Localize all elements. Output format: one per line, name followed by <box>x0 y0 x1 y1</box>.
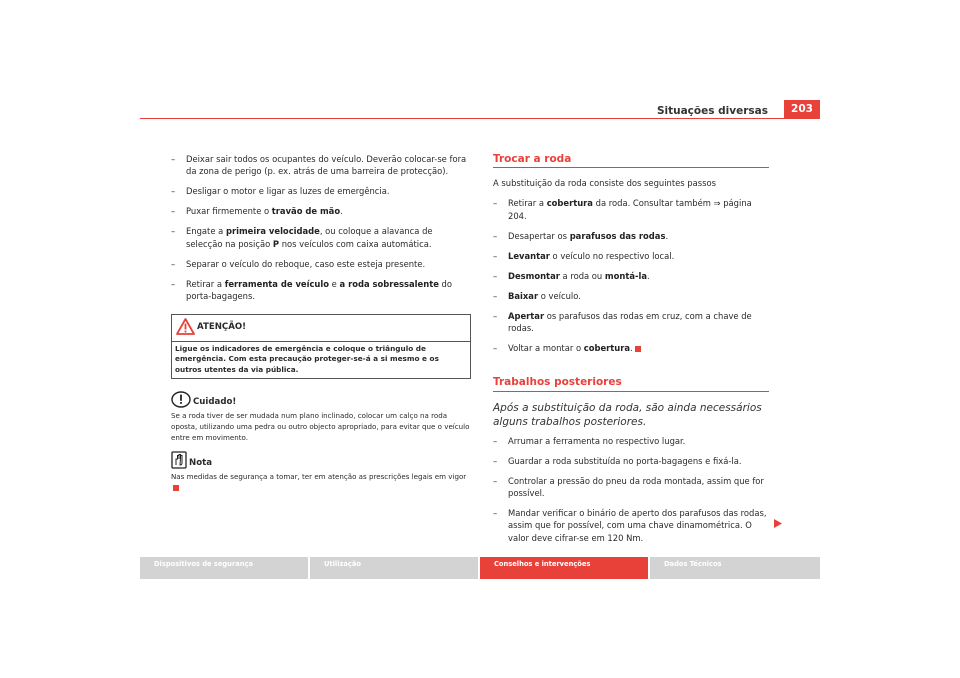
emphasis-text: a roda sobressalente <box>339 278 439 289</box>
item-text: Retirar a <box>508 198 547 209</box>
dash-bullet: – <box>493 475 498 486</box>
item-text: Guardar a roda substituída no porta-bagagens e fixá-la. <box>508 455 742 466</box>
dash-bullet: – <box>493 310 498 321</box>
list-item <box>493 342 769 354</box>
dash-bullet: – <box>171 226 176 237</box>
warning-title: ATENÇÃO! <box>197 322 247 333</box>
caution-text: Se a roda tiver de ser mudada num plano inclinado, colocar um calço na roda oposta, utilizando uma pedra ou outro objecto apropriado, para evitar que o veículo entre em movimento. <box>171 411 470 443</box>
section2-steps <box>493 435 769 545</box>
left-column <box>171 153 471 500</box>
list-item <box>493 507 769 544</box>
caution-header <box>171 389 471 408</box>
dash-bullet: – <box>171 186 176 197</box>
item-text: Mandar verificar o binário de aperto dos parafusos das rodas, assim que for possível, com uma chave dinamométrica. O valor deve cifrar-se em 120 Nm. <box>508 508 767 543</box>
list-item <box>493 475 769 500</box>
item-text: nos veículos com caixa automática. <box>279 238 432 249</box>
note-header <box>171 450 471 469</box>
note-hand-icon <box>171 451 187 469</box>
item-text: Engate a <box>186 226 226 237</box>
dash-bullet: – <box>493 435 498 446</box>
emphasis-text: cobertura <box>546 198 593 209</box>
list-item <box>493 310 769 335</box>
item-text: Voltar a montar o <box>508 343 584 354</box>
end-of-section-marker <box>173 485 179 491</box>
item-text: Desligar o motor e ligar as luzes de emergência. <box>186 186 390 197</box>
list-item <box>493 435 769 447</box>
footer-tab-utilizacao[interactable] <box>310 557 478 579</box>
item-text: Separar o veículo do reboque, caso este esteja presente. <box>186 258 426 269</box>
page-number: 203 <box>784 100 820 119</box>
item-text: , ou coloque a alavanca de selecção na posição <box>186 226 433 249</box>
item-text: . <box>647 270 650 281</box>
caution-title: Cuidado! <box>193 396 237 407</box>
warning-box <box>171 314 471 379</box>
dash-bullet: – <box>171 278 176 289</box>
dash-bullet: – <box>493 250 498 261</box>
item-text: . <box>340 206 343 217</box>
list-item <box>493 197 769 222</box>
item-text: Controlar a pressão do pneu da roda montada, assim que for possível. <box>508 475 764 499</box>
section1-steps <box>493 197 769 354</box>
item-text: Desapertar os <box>508 230 570 241</box>
section-title-trabalhos-posteriores: Trabalhos posteriores <box>493 376 769 391</box>
list-item <box>493 270 769 282</box>
emphasis-text: ferramenta de veículo <box>224 278 330 289</box>
footer-tab-conselhos[interactable] <box>480 557 648 579</box>
header-title: Situações diversas <box>656 105 768 117</box>
item-text: o veículo no respectivo local. <box>549 250 675 261</box>
item-text: Deixar sair todos os ocupantes do veículo. Deverão colocar-se fora da zona de perigo (p. ex. atrás de uma barreira de protecção). <box>186 154 467 177</box>
list-item <box>171 153 471 178</box>
emphasis-text: Desmontar <box>508 270 560 281</box>
warning-text: Ligue os indicadores de emergência e coloque o triângulo de emergência. Com esta precaução proteger-se-á a si mesmo e os outros utentes da via pública. <box>175 343 439 375</box>
dash-bullet: – <box>493 343 498 354</box>
item-text: e <box>329 278 340 289</box>
footer-tab-dados-tecnicos[interactable] <box>650 557 820 579</box>
footer-tab-label: Dispositivos de segurança <box>154 560 253 568</box>
item-text: os parafusos das rodas em cruz, com a chave de rodas. <box>508 310 752 334</box>
emphasis-text: P <box>272 238 280 249</box>
item-text: a roda ou <box>559 270 605 281</box>
item-text: Puxar firmemente o <box>186 206 272 217</box>
footer-tab-label: Utilização <box>324 560 361 568</box>
emphasis-text: parafusos das rodas <box>569 230 666 241</box>
section2-intro: Após a substituição da roda, são ainda necessários alguns trabalhos posteriores. <box>493 401 762 428</box>
section1-intro: A substituição da roda consiste dos seguintes passos <box>493 178 716 189</box>
dash-bullet: – <box>171 154 176 164</box>
dash-bullet: – <box>493 455 498 466</box>
list-item <box>171 225 471 250</box>
list-item <box>493 250 769 262</box>
note-text <box>171 471 471 493</box>
right-column <box>493 153 769 552</box>
dash-bullet: – <box>493 290 498 301</box>
footer-tab-label: Dados Técnicos <box>664 560 722 568</box>
list-item <box>171 185 471 197</box>
emphasis-text: Levantar <box>508 250 550 261</box>
note-text-content: Nas medidas de segurança a tomar, ter em atenção as prescrições legais em vigor <box>171 472 467 482</box>
list-item <box>493 290 769 302</box>
item-text: Arrumar a ferramenta no respectivo lugar. <box>508 435 686 446</box>
list-item <box>171 278 471 303</box>
emphasis-text: montá-la <box>604 270 648 281</box>
footer-tab-dispositivos[interactable] <box>140 557 308 579</box>
list-item <box>493 455 769 467</box>
emphasis-text: primeira velocidade <box>225 226 320 237</box>
item-text: do porta-bagagens. <box>186 278 452 302</box>
emphasis-text: travão de mão <box>271 206 341 217</box>
item-text: . <box>630 343 633 354</box>
end-of-section-marker <box>635 346 641 352</box>
emphasis-text: cobertura <box>583 343 631 354</box>
item-text: . <box>665 230 669 241</box>
section-title-trocar-a-roda: Trocar a roda <box>493 153 769 168</box>
item-text: da roda. Consultar também ⇒ página 204. <box>508 198 752 221</box>
list-item <box>171 258 471 270</box>
header-rule <box>140 118 820 119</box>
footer-tab-label: Conselhos e intervenções <box>494 560 591 568</box>
left-steps <box>171 153 471 303</box>
warning-triangle-icon <box>176 318 195 335</box>
dash-bullet: – <box>171 258 176 269</box>
continue-arrow-icon <box>774 519 782 528</box>
emphasis-text: Apertar <box>508 310 545 321</box>
caution-exclamation-icon <box>171 391 191 408</box>
warning-header <box>172 315 470 342</box>
dash-bullet: – <box>493 198 498 209</box>
note-title: Nota <box>189 457 213 468</box>
item-text: o veículo. <box>538 290 581 301</box>
dash-bullet: – <box>171 206 176 217</box>
emphasis-text: Baixar <box>508 290 539 301</box>
dash-bullet: – <box>493 230 498 241</box>
dash-bullet: – <box>493 508 498 519</box>
dash-bullet: – <box>493 270 498 281</box>
list-item <box>171 205 471 217</box>
item-text: Retirar a <box>186 278 225 289</box>
list-item <box>493 230 769 242</box>
